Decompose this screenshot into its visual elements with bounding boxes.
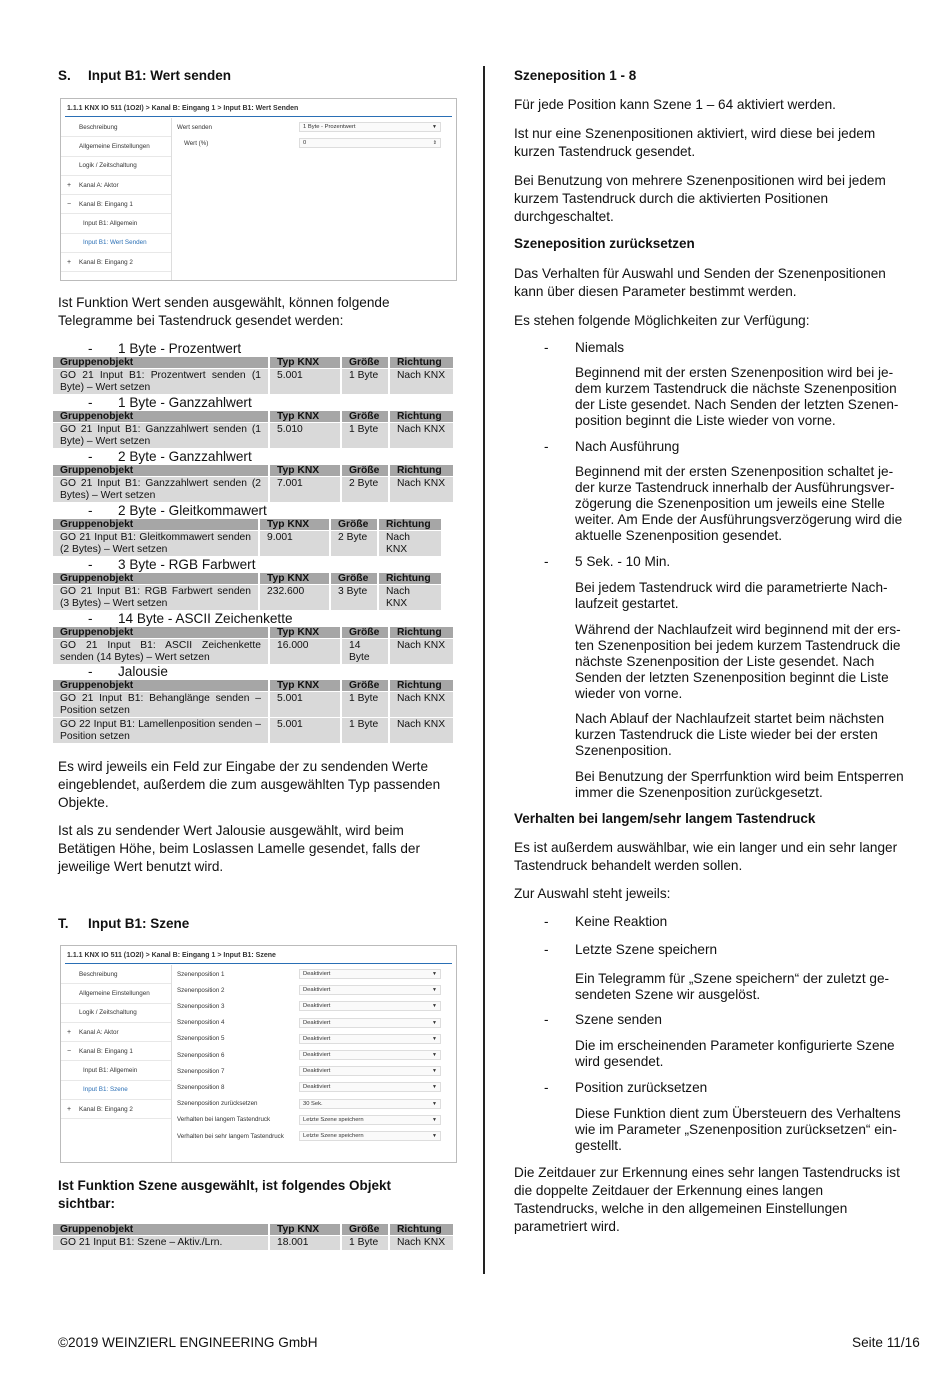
col-header: Gruppenobjekt — [53, 519, 259, 531]
dropdown-caret-icon: ▼ — [432, 1084, 437, 1091]
option-never: - Niemals — [544, 340, 625, 355]
param-label: Szenenposition 2 — [177, 986, 225, 994]
group-object-table — [53, 1224, 455, 1250]
subtable-title-text: Jalousie — [118, 664, 168, 679]
col-header: Typ KNX — [259, 573, 330, 585]
option-never-desc: Beginnend mit der ersten Szenenposition wird bei je-dem kurzem Tastendruck die nächste Szenenposition der Liste gesendet. Nach Senden der letzten Szenen-position beginnt die Liste wieder von vorne. — [575, 365, 899, 428]
cell-type: 7.001 — [269, 477, 341, 503]
table-header — [53, 573, 442, 585]
param-label: Szenenposition 1 — [177, 970, 225, 978]
col-header: Richtung — [389, 680, 454, 692]
section-t-intro: Ist Funktion Szene ausgewählt, ist folgendes Objekt sichtbar: — [58, 1178, 392, 1211]
nav-item — [61, 1042, 171, 1061]
param-select — [299, 122, 441, 132]
col-header: Gruppenobjekt — [53, 627, 269, 639]
cell-type: 16.000 — [269, 639, 341, 665]
nav-item — [61, 1023, 171, 1042]
dropdown-caret-icon: ▼ — [432, 1100, 437, 1107]
cell-size: 1 Byte — [341, 423, 389, 449]
table-row — [53, 423, 454, 449]
col-header: Größe — [341, 680, 389, 692]
subtable-title: - Jalousie — [88, 664, 168, 679]
nav-item: Beschreibung — [61, 118, 171, 137]
option-time-range-desc-3: Nach Ablauf der Nachlaufzeit startet beim nächsten kurzen Tastendruck die Liste wieder bei der ersten Szenenposition. — [575, 711, 885, 758]
breadcrumb-underline — [65, 963, 452, 964]
choice-save-scene-desc: Ein Telegramm für „Szene speichern“ der zuletzt ge-sendeten Szene wir ausgelöst. — [575, 971, 890, 1002]
subtable-title-text: 2 Byte - Ganzzahlwert — [118, 449, 252, 464]
right-para-5: Es stehen folgende Möglichkeiten zur Verfügung: — [514, 313, 810, 328]
table-row — [53, 718, 454, 744]
param-select — [299, 1082, 441, 1092]
screenshot-nav — [61, 965, 171, 1119]
param-label: Verhalten bei langem Tastendruck — [177, 1116, 271, 1124]
cell-type: 5.001 — [269, 718, 341, 744]
section-s-intro: Ist Funktion Wert senden ausgewählt, können folgende Telegramme bei Tastendruck gesendet werden: — [58, 295, 390, 328]
screenshot-nav — [61, 118, 171, 272]
col-header: Größe — [341, 627, 389, 639]
cell-dir: Nach KNX — [389, 1236, 454, 1250]
table-row — [53, 1236, 454, 1250]
param-row — [177, 1115, 441, 1125]
param-row — [177, 122, 441, 132]
expand-icon: + — [67, 181, 72, 189]
section-s-title: Input B1: Wert senden — [88, 68, 232, 83]
cell-dir: Nach KNX — [389, 692, 454, 718]
param-label: Verhalten bei sehr langem Tastendruck — [177, 1132, 284, 1140]
dropdown-caret-icon: ▼ — [432, 987, 437, 994]
dropdown-caret-icon: ▼ — [432, 1068, 437, 1075]
param-label: Wert (%) — [184, 139, 209, 147]
right-para-3: Bei Benutzung von mehrere Szenenpositionen wird bei jedem kurzem Tastendruck durch die aktivierten Positionen durchgeschaltet. — [514, 173, 886, 224]
group-object-table — [53, 573, 443, 610]
choice-no-reaction: - Keine Reaktion — [544, 914, 668, 929]
param-row — [184, 138, 441, 148]
col-header: Gruppenobjekt — [53, 680, 269, 692]
cell-size: 1 Byte — [341, 1236, 389, 1250]
cell-dir: Nach KNX — [378, 585, 442, 611]
right-para-2: Ist nur eine Szenenpositionen aktiviert, wird diese bei jedem kurzen Tastendruck gesendet. — [514, 126, 876, 159]
cell-group: GO 21 Input B1: Gleitkommawert senden (2 Bytes) – Wert setzen — [53, 531, 259, 557]
dropdown-caret-icon: ▼ — [432, 1052, 437, 1058]
param-select — [299, 1001, 441, 1011]
column-divider — [483, 66, 485, 1274]
cell-dir: Nach KNX — [389, 423, 454, 449]
breadcrumb-underline — [65, 116, 452, 117]
cell-size: 2 Byte — [341, 477, 389, 503]
nav-item: Input B1: Allgemein — [61, 214, 171, 233]
choice-reset-position-desc: Diese Funktion dient zum Übersteuern des Verhaltens wie im Parameter „Szenenposition zurücksetzen“ ein-gestellt. — [575, 1106, 901, 1153]
table-row — [53, 585, 442, 611]
cell-type: 5.001 — [269, 692, 341, 718]
cell-dir: Nach KNX — [389, 718, 454, 744]
col-header: Typ KNX — [269, 465, 341, 477]
cell-type: 5.010 — [269, 423, 341, 449]
col-header: Richtung — [389, 1224, 454, 1236]
section-t-heading — [58, 916, 189, 931]
subtable-title-text: 1 Byte - Prozentwert — [118, 341, 242, 356]
nav-item-active: Input B1: Wert Senden — [61, 234, 171, 253]
nav-item — [61, 1100, 171, 1119]
col-header: Gruppenobjekt — [53, 573, 259, 585]
table-row — [53, 639, 454, 665]
group-object-table — [53, 357, 455, 394]
param-value: Deaktiviert — [303, 1019, 331, 1026]
nav-item-active: Input B1: Szene — [61, 1081, 171, 1100]
collapse-icon: − — [67, 1047, 72, 1055]
screenshot-szene — [60, 945, 457, 1163]
param-row — [177, 1099, 441, 1109]
param-value: 1 Byte - Prozentwert — [303, 124, 356, 130]
param-select — [299, 1018, 441, 1028]
param-spinner — [299, 138, 441, 148]
cell-dir: Nach KNX — [389, 639, 454, 665]
param-value: Deaktiviert — [303, 987, 331, 994]
subtable-title-text: 1 Byte - Ganzzahlwert — [118, 395, 252, 410]
option-label: Niemals — [575, 340, 625, 355]
right-para-4: Das Verhalten für Auswahl und Senden der Szenenpositionen kann über diesen Parameter bestimmt werden. — [514, 266, 886, 299]
col-header: Gruppenobjekt — [53, 411, 269, 423]
cell-size: 3 Byte — [330, 585, 378, 611]
col-header: Größe — [330, 519, 378, 531]
subtable-title: - 2 Byte - Gleitkommawert — [88, 503, 267, 518]
option-time-range: - 5 Sek. - 10 Min. — [544, 554, 671, 569]
nav-item-label: Kanal B: Eingang 2 — [79, 1105, 133, 1113]
option-label: Nach Ausführung — [575, 439, 680, 454]
col-header: Richtung — [389, 357, 454, 369]
cell-group: GO 21 Input B1: ASCII Zeichenkette senden (14 Bytes) – Wert setzen — [53, 639, 269, 665]
choice-send-scene: - Szene senden — [544, 1012, 662, 1027]
nav-item-label: Kanal B: Eingang 1 — [79, 200, 133, 208]
cell-group: GO 21 Input B1: Ganzzahlwert senden (2 Bytes) – Wert setzen — [53, 477, 269, 503]
nav-item: Input B1: Allgemein — [61, 1061, 171, 1080]
param-value: Letzte Szene speichern — [303, 1133, 364, 1139]
cell-dir: Nach KNX — [378, 531, 442, 557]
param-label: Szenenposition 3 — [177, 1002, 225, 1010]
col-header: Typ KNX — [269, 357, 341, 369]
param-value: Deaktiviert — [303, 1003, 331, 1010]
dropdown-caret-icon: ▼ — [432, 1116, 437, 1123]
subtable-title: - 3 Byte - RGB Farbwert — [88, 557, 256, 572]
dropdown-caret-icon: ▼ — [432, 124, 437, 130]
choice-label: Szene senden — [575, 1012, 662, 1027]
param-row — [177, 1001, 441, 1011]
col-header: Typ KNX — [269, 627, 341, 639]
right-heading-3: Verhalten bei langem/sehr langem Tastendruck — [514, 811, 816, 826]
param-select — [299, 1131, 441, 1141]
section-s-para1: Es wird jeweils ein Feld zur Eingabe der zu sendenden Werte eingeblendet, außerdem die zum ausgewählten Typ passenden Objekte. — [58, 759, 441, 810]
choice-save-scene: - Letzte Szene speichern — [544, 942, 718, 957]
cell-dir: Nach KNX — [389, 369, 454, 395]
footer-copyright: ©2019 WEINZIERL ENGINEERING GmbH — [58, 1335, 318, 1350]
subtable-title: - 2 Byte - Ganzzahlwert — [88, 449, 252, 464]
param-select — [299, 969, 441, 979]
nav-item: Logik / Zeitschaltung — [61, 157, 171, 176]
nav-divider — [171, 118, 172, 280]
param-label: Szenenposition 7 — [177, 1067, 225, 1075]
section-s-number: S. — [58, 68, 71, 83]
param-row — [177, 969, 441, 979]
cell-size: 1 Byte — [341, 692, 389, 718]
option-label: 5 Sek. - 10 Min. — [575, 554, 671, 569]
cell-group: GO 21 Input B1: Szene – Aktiv./Lrn. — [53, 1236, 269, 1250]
nav-item: Allgemeine Einstellungen — [61, 137, 171, 156]
choice-label: Letzte Szene speichern — [575, 942, 718, 957]
col-header: Richtung — [378, 519, 442, 531]
param-label: Szenenposition 5 — [177, 1035, 225, 1043]
col-header: Gruppenobjekt — [53, 465, 269, 477]
nav-item — [61, 195, 171, 214]
param-label: Szenenposition zurücksetzen — [177, 1100, 258, 1108]
col-header: Typ KNX — [259, 519, 330, 531]
right-para-7: Zur Auswahl steht jeweils: — [514, 886, 671, 901]
param-row — [177, 1050, 441, 1060]
param-row — [177, 1034, 441, 1044]
cell-type: 9.001 — [259, 531, 330, 557]
collapse-icon: − — [67, 200, 72, 208]
section-t-number: T. — [58, 916, 69, 931]
choice-label: Keine Reaktion — [575, 914, 668, 929]
table-header — [53, 519, 442, 531]
param-label: Szenenposition 4 — [177, 1019, 225, 1027]
col-header: Größe — [341, 465, 389, 477]
cell-group: GO 21 Input B1: Behanglänge senden – Position setzen — [53, 692, 269, 718]
param-row — [177, 1018, 441, 1028]
spinner-icon: ⇕ — [432, 140, 437, 146]
param-value: Deaktiviert — [303, 1068, 331, 1075]
param-value: 0 — [303, 140, 307, 146]
param-value: Deaktiviert — [303, 1052, 331, 1058]
screenshot-breadcrumb: 1.1.1 KNX IO 511 (1O2I) > Kanal B: Eingang 1 > Input B1: Szene — [67, 952, 276, 959]
param-value: Deaktiviert — [303, 1084, 331, 1091]
table-row — [53, 477, 454, 503]
cell-dir: Nach KNX — [389, 477, 454, 503]
param-select — [299, 1099, 441, 1109]
expand-icon: + — [67, 258, 72, 266]
expand-icon: + — [67, 1028, 72, 1036]
param-select — [299, 1050, 441, 1060]
cell-type: 18.001 — [269, 1236, 341, 1250]
nav-item-label: Kanal A: Aktor — [79, 181, 119, 189]
col-header: Größe — [330, 573, 378, 585]
choice-reset-position: - Position zurücksetzen — [544, 1080, 708, 1095]
param-row — [177, 1066, 441, 1076]
choice-send-scene-desc: Die im erscheinenden Parameter konfigurierte Szene wird gesendet. — [575, 1038, 895, 1069]
param-label: Szenenposition 6 — [177, 1051, 225, 1059]
option-time-range-desc-1: Bei jedem Tastendruck wird die parametrierte Nach-laufzeit gestartet. — [575, 580, 888, 611]
subtable-title: - 1 Byte - Prozentwert — [88, 341, 242, 356]
table-header — [53, 411, 454, 423]
param-row — [177, 1131, 441, 1141]
col-header: Größe — [341, 357, 389, 369]
nav-item-label: Kanal B: Eingang 2 — [79, 258, 133, 266]
param-label: Szenenposition 8 — [177, 1083, 225, 1091]
right-heading-1: Szeneposition 1 - 8 — [514, 68, 637, 83]
subtable-title-text: 3 Byte - RGB Farbwert — [118, 557, 256, 572]
nav-item-label: Kanal B: Eingang 1 — [79, 1047, 133, 1055]
table-row — [53, 369, 454, 395]
param-value: Deaktiviert — [303, 971, 331, 977]
group-object-table — [53, 465, 455, 502]
screenshot-breadcrumb: 1.1.1 KNX IO 511 (1O2I) > Kanal B: Eingang 1 > Input B1: Wert Senden — [67, 105, 299, 112]
group-object-table — [53, 519, 443, 556]
cell-group: GO 21 Input B1: RGB Farbwert senden (3 Bytes) – Wert setzen — [53, 585, 259, 611]
right-para-1: Für jede Position kann Szene 1 – 64 aktiviert werden. — [514, 97, 836, 112]
dropdown-caret-icon: ▼ — [432, 1019, 437, 1026]
col-header: Typ KNX — [269, 680, 341, 692]
param-row — [177, 1082, 441, 1092]
group-object-table — [53, 680, 455, 743]
param-label: Wert senden — [177, 123, 212, 131]
param-value: Deaktiviert — [303, 1035, 331, 1042]
table-row — [53, 531, 442, 557]
param-value: 30 Sek. — [303, 1100, 323, 1107]
param-select — [299, 1066, 441, 1076]
col-header: Größe — [341, 1224, 389, 1236]
subtable-title: - 14 Byte - ASCII Zeichenkette — [88, 611, 293, 626]
cell-group: GO 21 Input B1: Prozentwert senden (1 Byte) – Wert setzen — [53, 369, 269, 395]
table-header — [53, 1224, 454, 1236]
table-header — [53, 357, 454, 369]
table-row — [53, 692, 454, 718]
param-select — [299, 1115, 441, 1125]
option-time-range-desc-4: Bei Benutzung der Sperrfunktion wird beim Entsperren immer die Szenenposition zurückgesetzt. — [575, 769, 904, 800]
section-s-heading — [58, 68, 231, 83]
table-header — [53, 627, 454, 639]
right-para-8: Die Zeitdauer zur Erkennung eines sehr langen Tastendrucks ist die doppelte Zeitdauer der Erkennung eines langen Tastendrucks, welche in den allgemeinen Einstellungen parametriert wird. — [514, 1165, 900, 1234]
dropdown-caret-icon: ▼ — [432, 1003, 437, 1010]
table-header — [53, 680, 454, 692]
option-after-execution: - Nach Ausführung — [544, 439, 680, 454]
col-header: Gruppenobjekt — [53, 357, 269, 369]
expand-icon: + — [67, 1105, 72, 1113]
cell-size: 1 Byte — [341, 369, 389, 395]
param-select — [299, 1034, 441, 1044]
param-select — [299, 985, 441, 995]
dropdown-caret-icon: ▼ — [432, 1133, 437, 1139]
option-time-range-desc-2: Während der Nachlaufzeit wird beginnend mit der ers-ten Szenenposition bei jedem kurzem Tastendruck die nächste Szenenposition der Liste gesendet. Nach Senden der letzten Szenenposition beginnt die Liste wieder von vorne. — [575, 622, 901, 701]
col-header: Typ KNX — [269, 411, 341, 423]
col-header: Richtung — [389, 627, 454, 639]
dropdown-caret-icon: ▼ — [432, 1035, 437, 1042]
screenshot-wert-senden — [60, 98, 457, 281]
table-header — [53, 465, 454, 477]
nav-item: Logik / Zeitschaltung — [61, 1004, 171, 1023]
option-after-execution-desc: Beginnend mit der ersten Szenenposition schaltet je-der kurze Tastendruck innerhalb der Ausführungsver-zögerung die Szenenposition um jeweils eine Stelle weiter. Am Ende der Ausführungsverzögerung wird die aktuelle Szenenposition gesendet. — [575, 464, 903, 543]
nav-item-label: Kanal A: Aktor — [79, 1028, 119, 1036]
col-header: Typ KNX — [269, 1224, 341, 1236]
col-header: Richtung — [389, 465, 454, 477]
cell-group: GO 22 Input B1: Lamellenposition senden – Position setzen — [53, 718, 269, 744]
col-header: Gruppenobjekt — [53, 1224, 269, 1236]
group-object-table — [53, 411, 455, 448]
dropdown-caret-icon: ▼ — [432, 971, 437, 977]
subtable-title: - 1 Byte - Ganzzahlwert — [88, 395, 252, 410]
col-header: Richtung — [378, 573, 442, 585]
col-header: Richtung — [389, 411, 454, 423]
group-object-table — [53, 627, 455, 664]
cell-group: GO 21 Input B1: Ganzzahlwert senden (1 Byte) – Wert setzen — [53, 423, 269, 449]
cell-type: 232.600 — [259, 585, 330, 611]
cell-size: 14 Byte — [341, 639, 389, 665]
col-header: Größe — [341, 411, 389, 423]
right-heading-2: Szeneposition zurücksetzen — [514, 236, 695, 251]
param-value: Letzte Szene speichern — [303, 1116, 364, 1123]
section-t-title: Input B1: Szene — [88, 916, 190, 931]
choice-label: Position zurücksetzen — [575, 1080, 708, 1095]
cell-size: 1 Byte — [341, 718, 389, 744]
subtable-title-text: 14 Byte - ASCII Zeichenkette — [118, 611, 293, 626]
footer-page-number: Seite 11/16 — [852, 1335, 920, 1350]
nav-divider — [171, 965, 172, 1162]
subtable-title-text: 2 Byte - Gleitkommawert — [118, 503, 267, 518]
section-s-para2: Ist als zu sendender Wert Jalousie ausgewählt, wird beim Betätigen Höhe, beim Loslassen Lamelle gesendet, falls der jeweilige Wert benutzt wird. — [58, 823, 420, 874]
nav-item: Beschreibung — [61, 965, 171, 984]
cell-size: 2 Byte — [330, 531, 378, 557]
param-row — [177, 985, 441, 995]
nav-item: Allgemeine Einstellungen — [61, 984, 171, 1003]
nav-item — [61, 253, 171, 272]
right-para-6: Es ist außerdem auswählbar, wie ein langer und ein sehr langer Tastendruck behandelt werden sollen. — [514, 840, 898, 873]
nav-item — [61, 176, 171, 195]
cell-type: 5.001 — [269, 369, 341, 395]
